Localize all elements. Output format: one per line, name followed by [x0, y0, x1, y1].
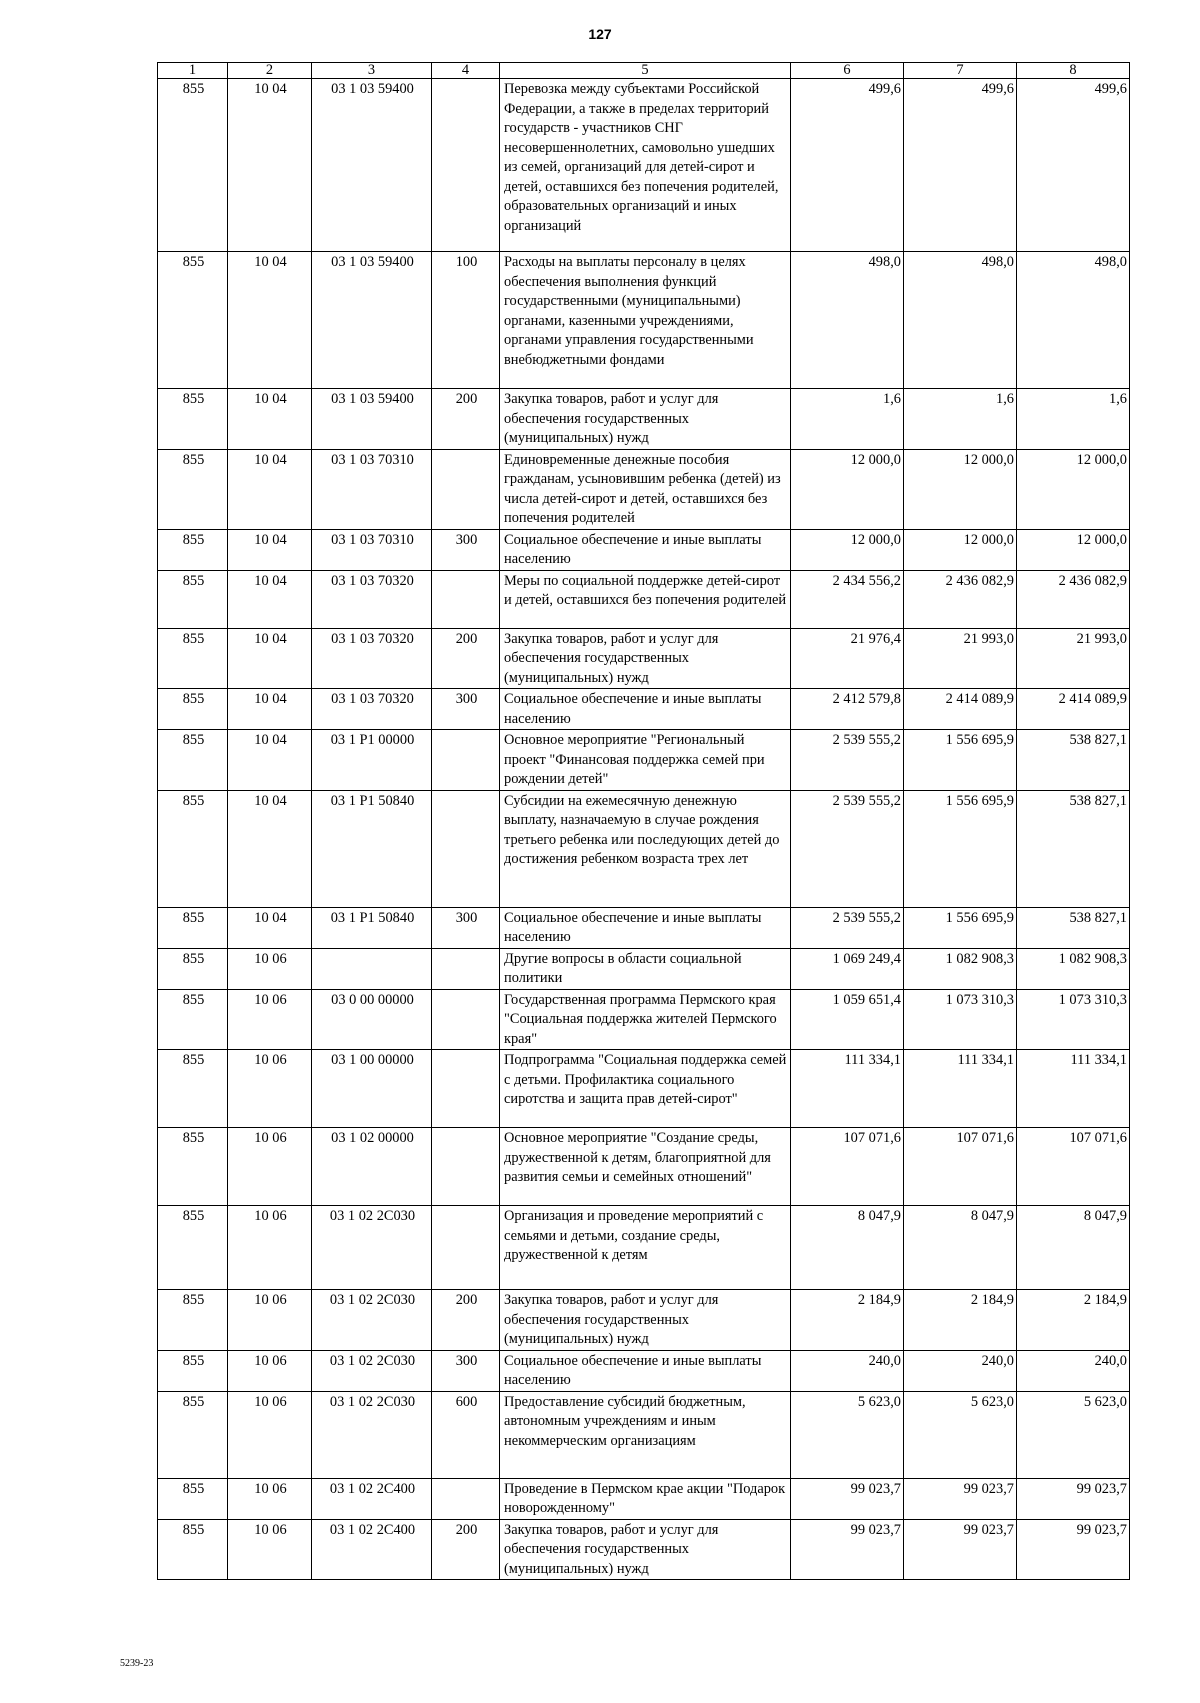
- col-header-5: 5: [500, 63, 791, 79]
- cell-ministry: 855: [158, 449, 228, 529]
- cell-ministry: 855: [158, 907, 228, 948]
- table-row: [158, 1391, 1130, 1478]
- table-row: [158, 1128, 1130, 1206]
- cell-year-3: 538 827,1: [1017, 907, 1130, 948]
- cell-description: Предоставление субсидий бюджетным, автономным учреждениям и иным некоммерческим организациям: [500, 1391, 791, 1478]
- cell-year-1: 2 539 555,2: [791, 907, 904, 948]
- cell-year-2: 2 184,9: [904, 1290, 1017, 1351]
- cell-description: Единовременные денежные пособия гражданам, усыновившим ребенка (детей) из числа детей-сирот и детей, оставшихся без попечения родителей: [500, 449, 791, 529]
- cell-target-article: 03 1 P1 50840: [312, 790, 432, 907]
- cell-expense-type: 200: [432, 1290, 500, 1351]
- cell-description: Субсидии на ежемесячную денежную выплату, назначаемую в случае рождения третьего ребенка или последующих детей до достижения ребенком возраста трех лет: [500, 790, 791, 907]
- cell-target-article: 03 1 03 70310: [312, 449, 432, 529]
- cell-year-3: 111 334,1: [1017, 1050, 1130, 1128]
- cell-year-1: 12 000,0: [791, 529, 904, 570]
- cell-year-2: 99 023,7: [904, 1519, 1017, 1580]
- cell-expense-type: 100: [432, 252, 500, 389]
- cell-description: Социальное обеспечение и иные выплаты населению: [500, 907, 791, 948]
- cell-year-1: 111 334,1: [791, 1050, 904, 1128]
- cell-description: Проведение в Пермском крае акции "Подарок новорожденному": [500, 1478, 791, 1519]
- cell-description: Государственная программа Пермского края "Социальная поддержка жителей Пермского края": [500, 989, 791, 1050]
- table-row: [158, 1519, 1130, 1580]
- col-header-3: 3: [312, 63, 432, 79]
- cell-section: 10 06: [228, 1350, 312, 1391]
- table-row: [158, 449, 1130, 529]
- table-row: [158, 79, 1130, 252]
- cell-target-article: 03 1 02 00000: [312, 1128, 432, 1206]
- cell-target-article: 03 1 03 70320: [312, 570, 432, 628]
- cell-year-1: 498,0: [791, 252, 904, 389]
- cell-year-3: 538 827,1: [1017, 730, 1130, 791]
- cell-year-3: 498,0: [1017, 252, 1130, 389]
- cell-description: Закупка товаров, работ и услуг для обеспечения государственных (муниципальных) нужд: [500, 1519, 791, 1580]
- cell-year-3: 8 047,9: [1017, 1206, 1130, 1290]
- cell-ministry: 855: [158, 1391, 228, 1478]
- cell-year-2: 240,0: [904, 1350, 1017, 1391]
- cell-expense-type: [432, 790, 500, 907]
- cell-year-2: 5 623,0: [904, 1391, 1017, 1478]
- cell-expense-type: [432, 948, 500, 989]
- cell-year-2: 2 414 089,9: [904, 689, 1017, 730]
- cell-year-2: 1 073 310,3: [904, 989, 1017, 1050]
- cell-target-article: 03 1 03 59400: [312, 79, 432, 252]
- cell-expense-type: [432, 989, 500, 1050]
- cell-expense-type: 300: [432, 529, 500, 570]
- table-row: [158, 1350, 1130, 1391]
- cell-year-3: 12 000,0: [1017, 529, 1130, 570]
- table-body: [158, 79, 1130, 1580]
- cell-year-1: 107 071,6: [791, 1128, 904, 1206]
- cell-year-3: 2 184,9: [1017, 1290, 1130, 1351]
- cell-year-1: 21 976,4: [791, 628, 904, 689]
- cell-section: 10 06: [228, 1478, 312, 1519]
- cell-expense-type: 300: [432, 689, 500, 730]
- table-row: [158, 1050, 1130, 1128]
- cell-target-article: 03 1 03 59400: [312, 389, 432, 450]
- cell-year-1: 2 539 555,2: [791, 790, 904, 907]
- table-row: [158, 389, 1130, 450]
- cell-description: Социальное обеспечение и иные выплаты населению: [500, 689, 791, 730]
- page-number: 127: [588, 26, 612, 42]
- col-header-2: 2: [228, 63, 312, 79]
- cell-year-3: 538 827,1: [1017, 790, 1130, 907]
- cell-description: Меры по социальной поддержке детей-сирот и детей, оставшихся без попечения родителей: [500, 570, 791, 628]
- cell-section: 10 04: [228, 389, 312, 450]
- table-row: [158, 1478, 1130, 1519]
- cell-expense-type: 600: [432, 1391, 500, 1478]
- cell-description: Закупка товаров, работ и услуг для обеспечения государственных (муниципальных) нужд: [500, 628, 791, 689]
- cell-year-3: 107 071,6: [1017, 1128, 1130, 1206]
- cell-year-1: 240,0: [791, 1350, 904, 1391]
- cell-section: 10 06: [228, 1050, 312, 1128]
- cell-section: 10 04: [228, 79, 312, 252]
- cell-section: 10 04: [228, 790, 312, 907]
- cell-description: Закупка товаров, работ и услуг для обеспечения государственных (муниципальных) нужд: [500, 1290, 791, 1351]
- table-row: [158, 628, 1130, 689]
- cell-ministry: 855: [158, 1519, 228, 1580]
- cell-ministry: 855: [158, 1128, 228, 1206]
- cell-expense-type: [432, 1128, 500, 1206]
- cell-target-article: 03 1 P1 50840: [312, 907, 432, 948]
- cell-section: 10 04: [228, 907, 312, 948]
- cell-year-2: 1,6: [904, 389, 1017, 450]
- cell-target-article: 03 1 02 2С400: [312, 1519, 432, 1580]
- cell-description: Подпрограмма "Социальная поддержка семей с детьми. Профилактика социального сиротства и защита прав детей-сирот": [500, 1050, 791, 1128]
- cell-ministry: 855: [158, 1206, 228, 1290]
- cell-description: Закупка товаров, работ и услуг для обеспечения государственных (муниципальных) нужд: [500, 389, 791, 450]
- cell-section: 10 06: [228, 1290, 312, 1351]
- cell-section: 10 06: [228, 989, 312, 1050]
- cell-year-3: 240,0: [1017, 1350, 1130, 1391]
- cell-year-2: 12 000,0: [904, 449, 1017, 529]
- cell-year-3: 1 073 310,3: [1017, 989, 1130, 1050]
- cell-year-2: 107 071,6: [904, 1128, 1017, 1206]
- cell-expense-type: [432, 1478, 500, 1519]
- cell-expense-type: [432, 79, 500, 252]
- cell-year-3: 2 414 089,9: [1017, 689, 1130, 730]
- cell-year-2: 1 556 695,9: [904, 730, 1017, 791]
- col-header-4: 4: [432, 63, 500, 79]
- cell-ministry: 855: [158, 252, 228, 389]
- cell-section: 10 04: [228, 570, 312, 628]
- cell-year-3: 99 023,7: [1017, 1519, 1130, 1580]
- cell-description: Основное мероприятие "Региональный проект "Финансовая поддержка семей при рождении детей": [500, 730, 791, 791]
- cell-ministry: 855: [158, 689, 228, 730]
- cell-year-1: 1 059 651,4: [791, 989, 904, 1050]
- cell-expense-type: 200: [432, 389, 500, 450]
- cell-year-1: 2 539 555,2: [791, 730, 904, 791]
- cell-ministry: 855: [158, 529, 228, 570]
- table-row: [158, 907, 1130, 948]
- cell-section: 10 04: [228, 449, 312, 529]
- cell-description: Социальное обеспечение и иные выплаты населению: [500, 1350, 791, 1391]
- cell-ministry: 855: [158, 989, 228, 1050]
- table-row: [158, 989, 1130, 1050]
- table-row: [158, 790, 1130, 907]
- cell-year-1: 1,6: [791, 389, 904, 450]
- cell-description: Другие вопросы в области социальной политики: [500, 948, 791, 989]
- cell-year-3: 21 993,0: [1017, 628, 1130, 689]
- cell-year-2: 2 436 082,9: [904, 570, 1017, 628]
- cell-section: 10 04: [228, 628, 312, 689]
- cell-expense-type: 300: [432, 1350, 500, 1391]
- cell-section: 10 04: [228, 689, 312, 730]
- cell-year-3: 499,6: [1017, 79, 1130, 252]
- cell-ministry: 855: [158, 570, 228, 628]
- table-row: [158, 1290, 1130, 1351]
- cell-expense-type: 300: [432, 907, 500, 948]
- cell-section: 10 06: [228, 1128, 312, 1206]
- cell-section: 10 04: [228, 529, 312, 570]
- cell-expense-type: 200: [432, 1519, 500, 1580]
- cell-ministry: 855: [158, 730, 228, 791]
- cell-year-1: 2 412 579,8: [791, 689, 904, 730]
- cell-year-1: 99 023,7: [791, 1519, 904, 1580]
- cell-year-2: 8 047,9: [904, 1206, 1017, 1290]
- cell-description: Основное мероприятие "Создание среды, дружественной к детям, благоприятной для развития семьи и семейных отношений": [500, 1128, 791, 1206]
- cell-year-2: 1 556 695,9: [904, 907, 1017, 948]
- cell-year-2: 12 000,0: [904, 529, 1017, 570]
- cell-year-1: 1 069 249,4: [791, 948, 904, 989]
- cell-year-1: 8 047,9: [791, 1206, 904, 1290]
- cell-expense-type: [432, 449, 500, 529]
- table-row: [158, 570, 1130, 628]
- table-row: [158, 529, 1130, 570]
- table-row: [158, 252, 1130, 389]
- cell-description: Расходы на выплаты персоналу в целях обеспечения выполнения функций государственными (муниципальными) органами, казенными учреждениями, органами управления государственными внебюджетными фондами: [500, 252, 791, 389]
- cell-year-3: 2 436 082,9: [1017, 570, 1130, 628]
- cell-year-2: 499,6: [904, 79, 1017, 252]
- budget-table: [157, 62, 1130, 1580]
- cell-expense-type: [432, 570, 500, 628]
- cell-target-article: 03 0 00 00000: [312, 989, 432, 1050]
- table-row: [158, 730, 1130, 791]
- cell-year-2: 1 556 695,9: [904, 790, 1017, 907]
- cell-target-article: 03 1 03 59400: [312, 252, 432, 389]
- cell-expense-type: [432, 1050, 500, 1128]
- cell-ministry: 855: [158, 1478, 228, 1519]
- cell-year-1: 99 023,7: [791, 1478, 904, 1519]
- cell-target-article: [312, 948, 432, 989]
- cell-year-1: 499,6: [791, 79, 904, 252]
- cell-description: Организация и проведение мероприятий с семьями и детьми, создание среды, дружественной к детям: [500, 1206, 791, 1290]
- cell-year-2: 498,0: [904, 252, 1017, 389]
- cell-ministry: 855: [158, 1050, 228, 1128]
- cell-ministry: 855: [158, 948, 228, 989]
- cell-section: 10 06: [228, 1391, 312, 1478]
- col-header-6: 6: [791, 63, 904, 79]
- cell-year-3: 5 623,0: [1017, 1391, 1130, 1478]
- cell-target-article: 03 1 02 2С030: [312, 1350, 432, 1391]
- cell-section: 10 06: [228, 1519, 312, 1580]
- table-row: [158, 948, 1130, 989]
- cell-target-article: 03 1 P1 00000: [312, 730, 432, 791]
- cell-section: 10 04: [228, 730, 312, 791]
- cell-target-article: 03 1 00 00000: [312, 1050, 432, 1128]
- col-header-8: 8: [1017, 63, 1130, 79]
- cell-target-article: 03 1 02 2С030: [312, 1290, 432, 1351]
- header-row: [158, 63, 1130, 79]
- cell-ministry: 855: [158, 389, 228, 450]
- cell-year-3: 1,6: [1017, 389, 1130, 450]
- cell-description: Перевозка между субъектами Российской Федерации, а также в пределах территорий государств - участников СНГ несовершеннолетних, самовольно ушедших из семей, организаций для детей-сирот и детей, оставшихся без попечения родителей, образовательных организаций и иных организаций: [500, 79, 791, 252]
- cell-ministry: 855: [158, 1350, 228, 1391]
- cell-target-article: 03 1 02 2С030: [312, 1391, 432, 1478]
- cell-year-1: 5 623,0: [791, 1391, 904, 1478]
- cell-description: Социальное обеспечение и иные выплаты населению: [500, 529, 791, 570]
- col-header-7: 7: [904, 63, 1017, 79]
- cell-year-1: 12 000,0: [791, 449, 904, 529]
- col-header-1: 1: [158, 63, 228, 79]
- cell-section: 10 06: [228, 948, 312, 989]
- cell-year-3: 12 000,0: [1017, 449, 1130, 529]
- cell-expense-type: [432, 730, 500, 791]
- cell-target-article: 03 1 03 70320: [312, 628, 432, 689]
- cell-target-article: 03 1 03 70310: [312, 529, 432, 570]
- cell-expense-type: 200: [432, 628, 500, 689]
- cell-target-article: 03 1 02 2С030: [312, 1206, 432, 1290]
- cell-year-2: 21 993,0: [904, 628, 1017, 689]
- cell-year-2: 111 334,1: [904, 1050, 1017, 1128]
- cell-year-2: 99 023,7: [904, 1478, 1017, 1519]
- cell-ministry: 855: [158, 790, 228, 907]
- cell-ministry: 855: [158, 1290, 228, 1351]
- cell-year-3: 99 023,7: [1017, 1478, 1130, 1519]
- cell-year-1: 2 184,9: [791, 1290, 904, 1351]
- cell-ministry: 855: [158, 628, 228, 689]
- cell-target-article: 03 1 03 70320: [312, 689, 432, 730]
- footer-code: 5239-23: [120, 1658, 154, 1669]
- cell-year-2: 1 082 908,3: [904, 948, 1017, 989]
- cell-section: 10 04: [228, 252, 312, 389]
- cell-target-article: 03 1 02 2С400: [312, 1478, 432, 1519]
- cell-expense-type: [432, 1206, 500, 1290]
- table-row: [158, 1206, 1130, 1290]
- cell-year-1: 2 434 556,2: [791, 570, 904, 628]
- cell-section: 10 06: [228, 1206, 312, 1290]
- cell-ministry: 855: [158, 79, 228, 252]
- table-row: [158, 689, 1130, 730]
- cell-year-3: 1 082 908,3: [1017, 948, 1130, 989]
